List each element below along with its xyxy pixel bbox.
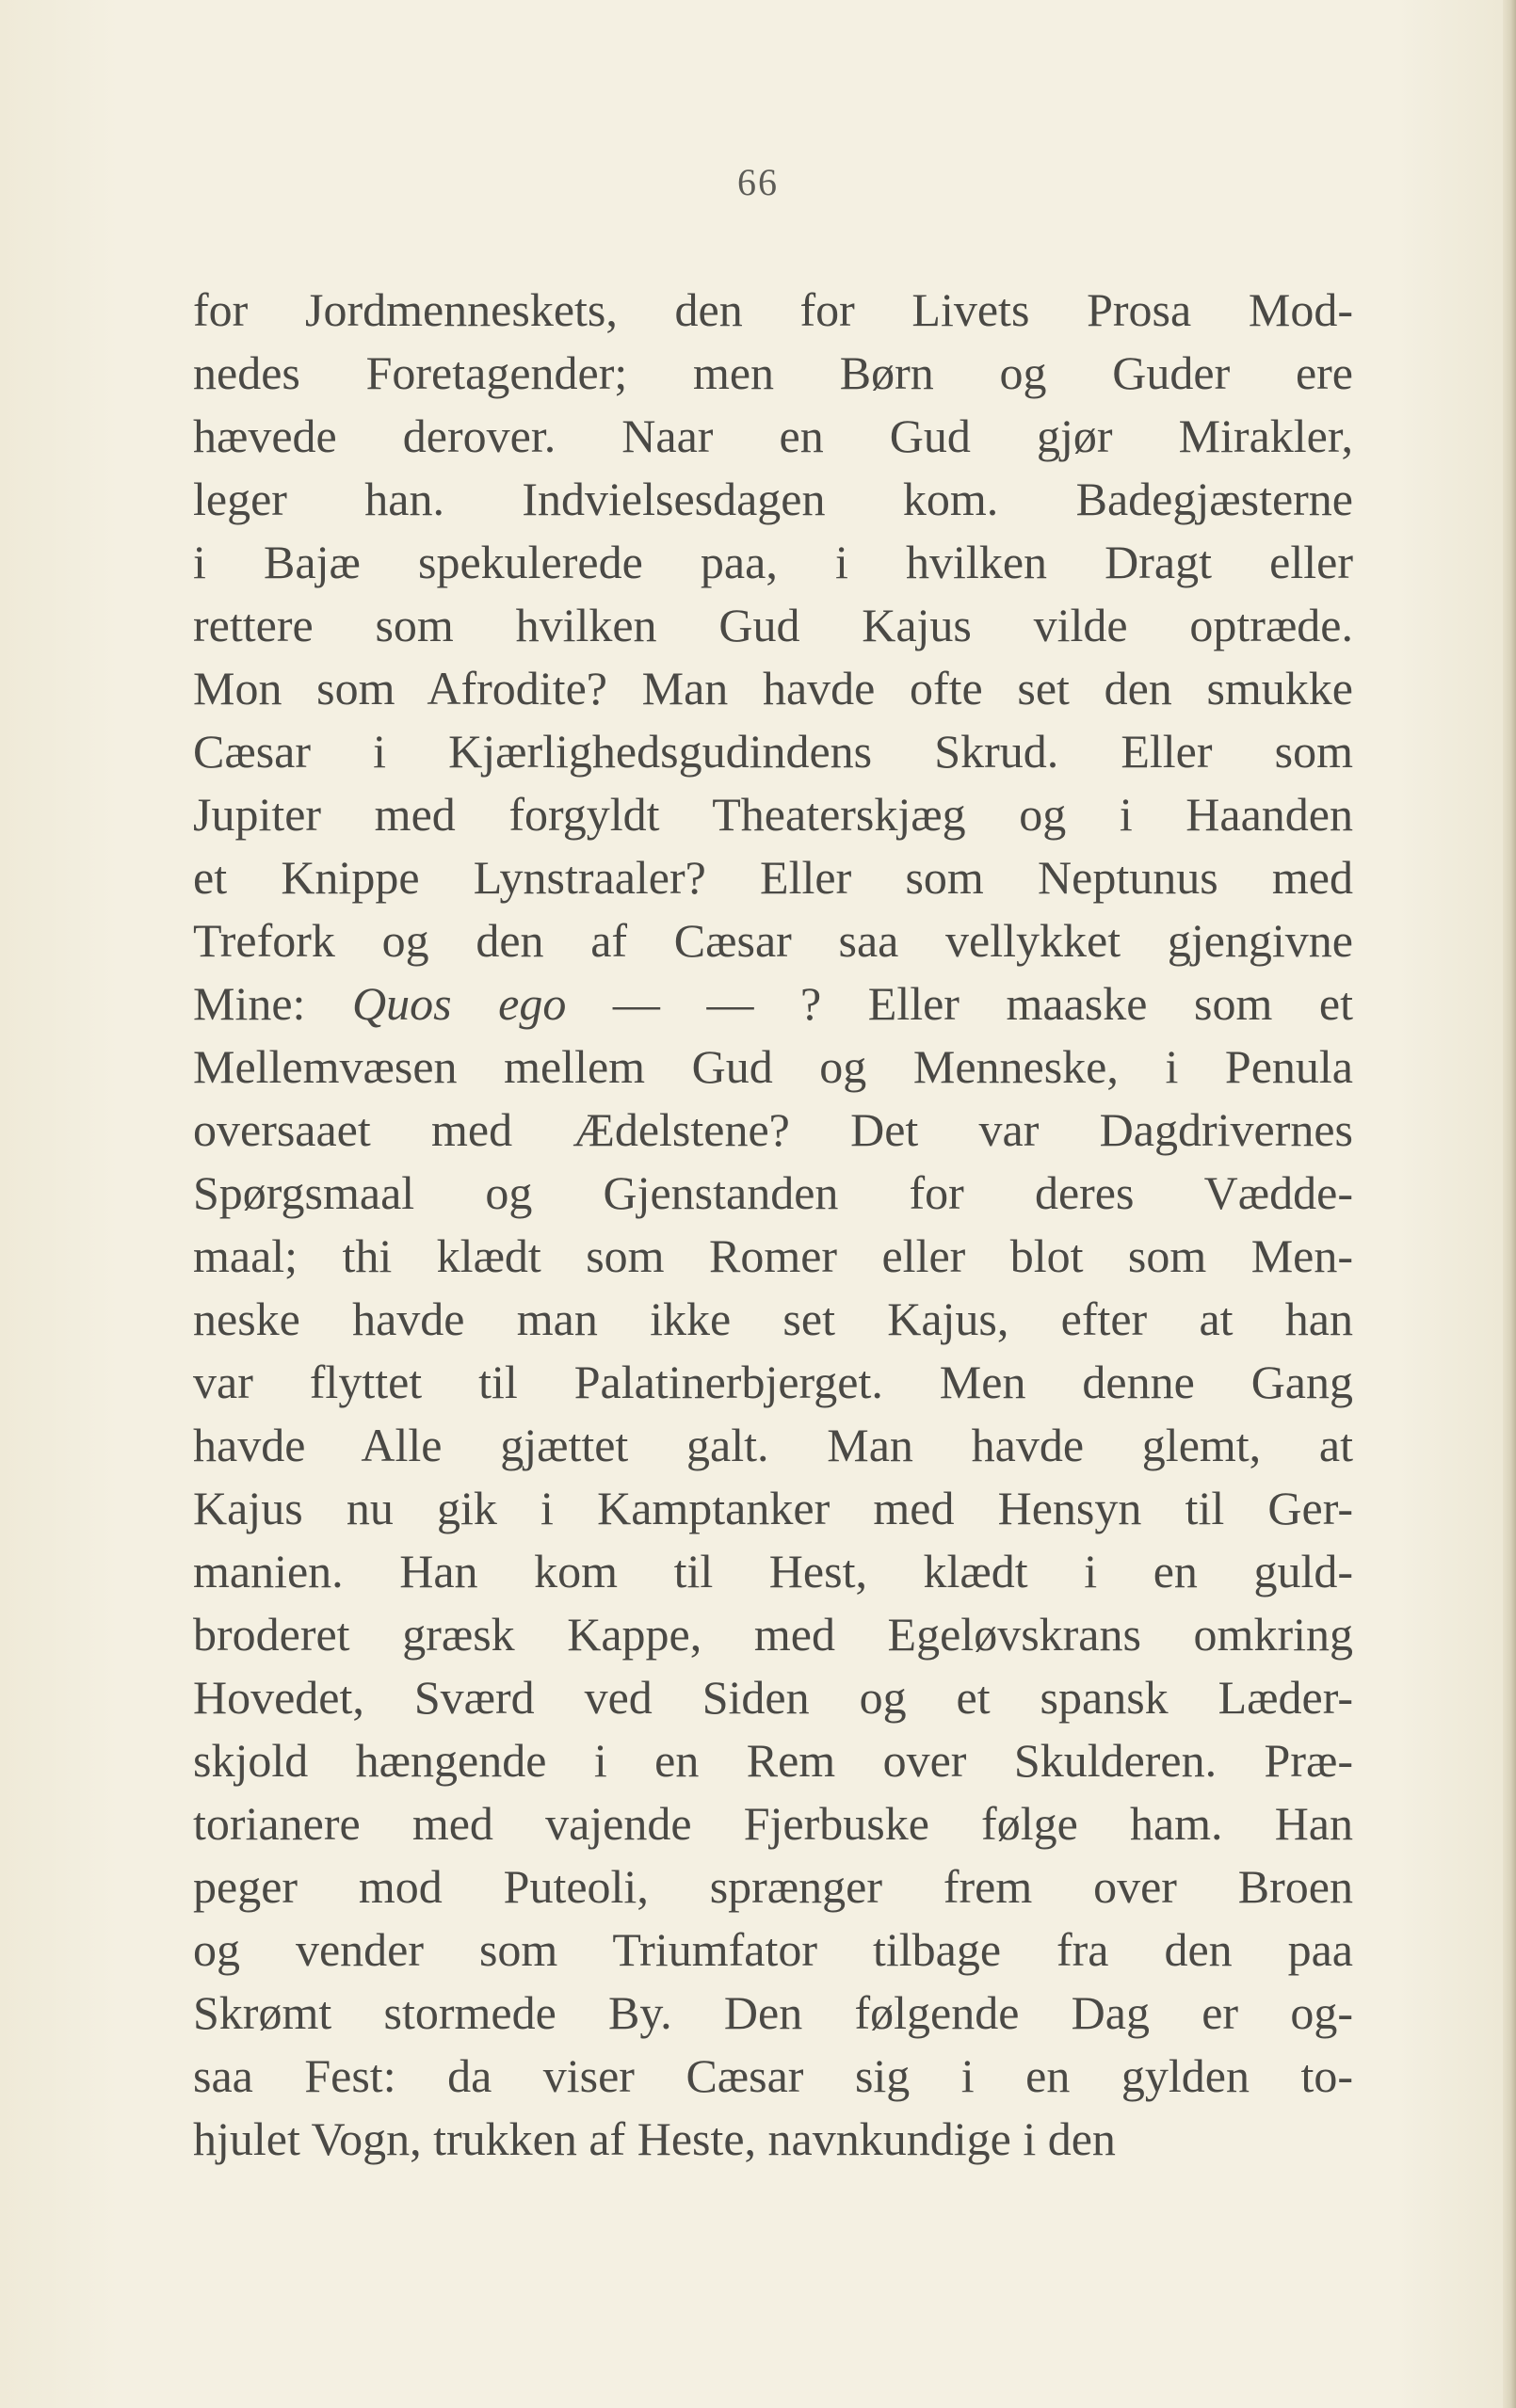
text-line: Cæsar i Kjærlighedsgudindens Skrud. Eller som: [193, 725, 1353, 778]
text-line: Spørgsmaal og Gjenstanden for deres Vædde-: [193, 1166, 1353, 1219]
text-line: torianere med vajende Fjerbuske følge ham. Han: [193, 1797, 1353, 1850]
text-line-with-italic: [193, 972, 1353, 1035]
text-line: maal; thi klædt som Romer eller blot som Men-: [193, 1229, 1353, 1282]
text-line: neske havde man ikke set Kajus, efter at han: [193, 1292, 1353, 1345]
italic-quote: Quos ego: [352, 977, 567, 1030]
text-line: broderet græsk Kappe, med Egeløvskrans omkring: [193, 1608, 1353, 1661]
text-line: for Jordmenneskets, den for Livets Prosa Mod-: [193, 283, 1353, 336]
text-line: Mellemvæsen mellem Gud og Menneske, i Penula: [193, 1040, 1353, 1093]
text-line: peger mod Puteoli, sprænger frem over Broen: [193, 1860, 1353, 1913]
text-line: Skrømt stormede By. Den følgende Dag er og-: [193, 1986, 1353, 2039]
text-line: Trefork og den af Cæsar saa vellykket gjengivne: [193, 914, 1353, 967]
text-line: Kajus nu gik i Kamptanker med Hensyn til Ger-: [193, 1482, 1353, 1534]
text-line: var flyttet til Palatinerbjerget. Men denne Gang: [193, 1356, 1353, 1408]
text-line: i Bajæ spekulerede paa, i hvilken Dragt eller: [193, 536, 1353, 588]
text-line: hævede derover. Naar en Gud gjør Mirakler,: [193, 409, 1353, 462]
text-line: hjulet Vogn, trukken af Heste, navnkundige i den: [193, 2112, 1116, 2165]
text-line: Hovedet, Sværd ved Siden og et spansk Læder-: [193, 1671, 1353, 1724]
text-line: manien. Han kom til Hest, klædt i en guld-: [193, 1545, 1353, 1597]
text-line: oversaaet med Ædelstene? Det var Dagdrivernes: [193, 1103, 1353, 1156]
text-line: et Knippe Lynstraaler? Eller som Neptunus med: [193, 851, 1353, 904]
text-segment: — — ? Eller maaske som et: [566, 977, 1353, 1030]
text-line: og vender som Triumfator tilbage fra den paa: [193, 1923, 1353, 1976]
text-line: skjold hængende i en Rem over Skulderen. Præ-: [193, 1734, 1353, 1787]
text-segment: Mine:: [193, 977, 352, 1030]
text-line: havde Alle gjættet galt. Man havde glemt, at: [193, 1419, 1353, 1471]
text-line: Jupiter med forgyldt Theaterskjæg og i Haanden: [193, 788, 1353, 841]
text-line: saa Fest: da viser Cæsar sig i en gylden to-: [193, 2049, 1353, 2102]
body-text: [193, 279, 1353, 2171]
page-number: 66: [737, 161, 779, 203]
page-edge: [1503, 0, 1516, 2408]
text-line: nedes Foretagender; men Børn og Guder ere: [193, 346, 1353, 399]
text-line: rettere som hvilken Gud Kajus vilde optræde.: [193, 599, 1353, 651]
text-line: Mon som Afrodite? Man havde ofte set den smukke: [193, 662, 1353, 714]
text-line: leger han. Indvielsesdagen kom. Badegjæsterne: [193, 473, 1353, 525]
